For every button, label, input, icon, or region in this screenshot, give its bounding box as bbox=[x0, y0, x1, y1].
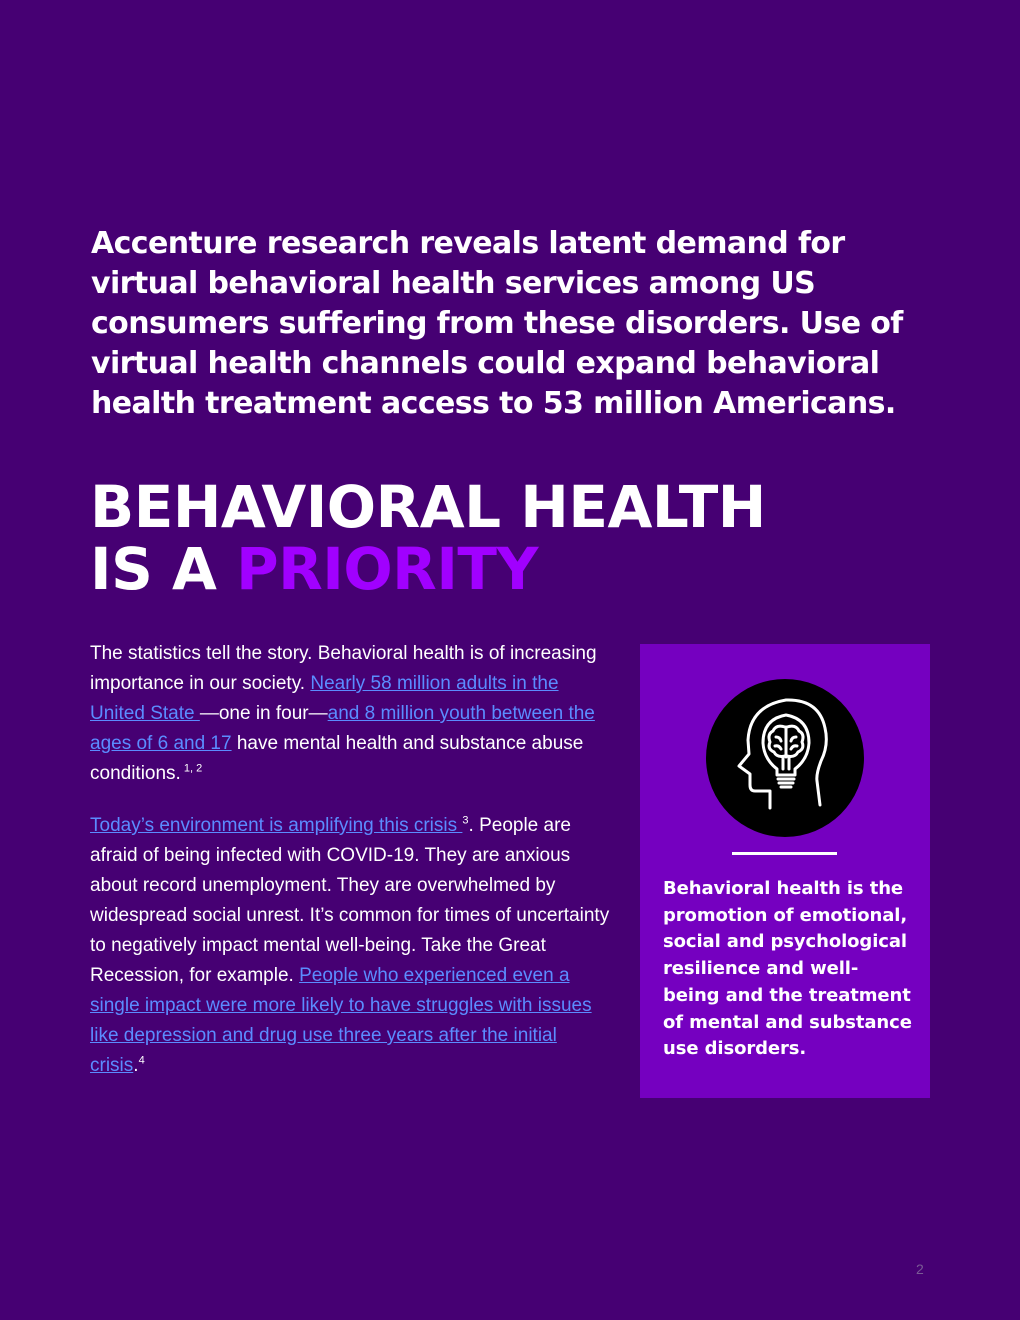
heading-line-1: BEHAVIORAL HEALTH bbox=[90, 473, 766, 541]
paragraph-text: . bbox=[133, 1055, 139, 1076]
head-lightbulb-brain-icon bbox=[706, 679, 864, 837]
link-amplifying-crisis[interactable]: Today’s environment is amplifying this crisis bbox=[90, 815, 463, 836]
paragraph-statistics bbox=[90, 639, 610, 789]
link-great-recession-study[interactable]: People who experienced even a single impact were more likely to have struggles with issues like depression and drug use three years after the initial crisis bbox=[90, 965, 592, 1076]
footnote-ref: 1, 2 bbox=[180, 762, 203, 775]
paragraph-text: The statistics tell the story. Behavioral health is of increasing importance in our society. bbox=[90, 643, 597, 694]
intro-statement: Accenture research reveals latent demand for virtual behavioral health services among US consumers suffering from these disorders. Use of virtual health channels could expand behavioral health treatment access to 53 million Americans. bbox=[91, 226, 903, 421]
page-number: 2 bbox=[916, 1261, 924, 1277]
paragraph-text: have mental health and substance abuse conditions. bbox=[90, 733, 584, 784]
heading-line-2-prefix: IS A bbox=[90, 535, 237, 603]
link-58-million-adults[interactable]: Nearly 58 million adults in the United State bbox=[90, 673, 559, 724]
footnote-ref: 4 bbox=[138, 1054, 145, 1067]
heading-accent-word: PRIORITY bbox=[236, 535, 538, 603]
section-heading bbox=[90, 473, 990, 603]
paragraph-crisis bbox=[90, 811, 610, 1081]
paragraph-text: . People are afraid of being infected with COVID-19. They are anxious about record unemployment. They are overwhelmed by widespread social unrest. It’s common for times of uncertainty to negatively impact mental well-being. Take the Great Recession, for example. bbox=[90, 815, 610, 986]
paragraph-text: —one in four— bbox=[199, 703, 328, 724]
footnote-ref: 3 bbox=[462, 814, 469, 827]
callout-definition-text: Behavioral health is the promotion of emotional, social and psychological resilience and well-being and the treatment of mental and substance use disorders. bbox=[663, 878, 912, 1060]
callout-divider bbox=[732, 852, 837, 855]
link-8-million-youth[interactable]: and 8 million youth between the ages of 6 and 17 bbox=[90, 703, 595, 754]
body-text-column bbox=[90, 639, 610, 1103]
definition-callout-box bbox=[640, 644, 930, 1098]
